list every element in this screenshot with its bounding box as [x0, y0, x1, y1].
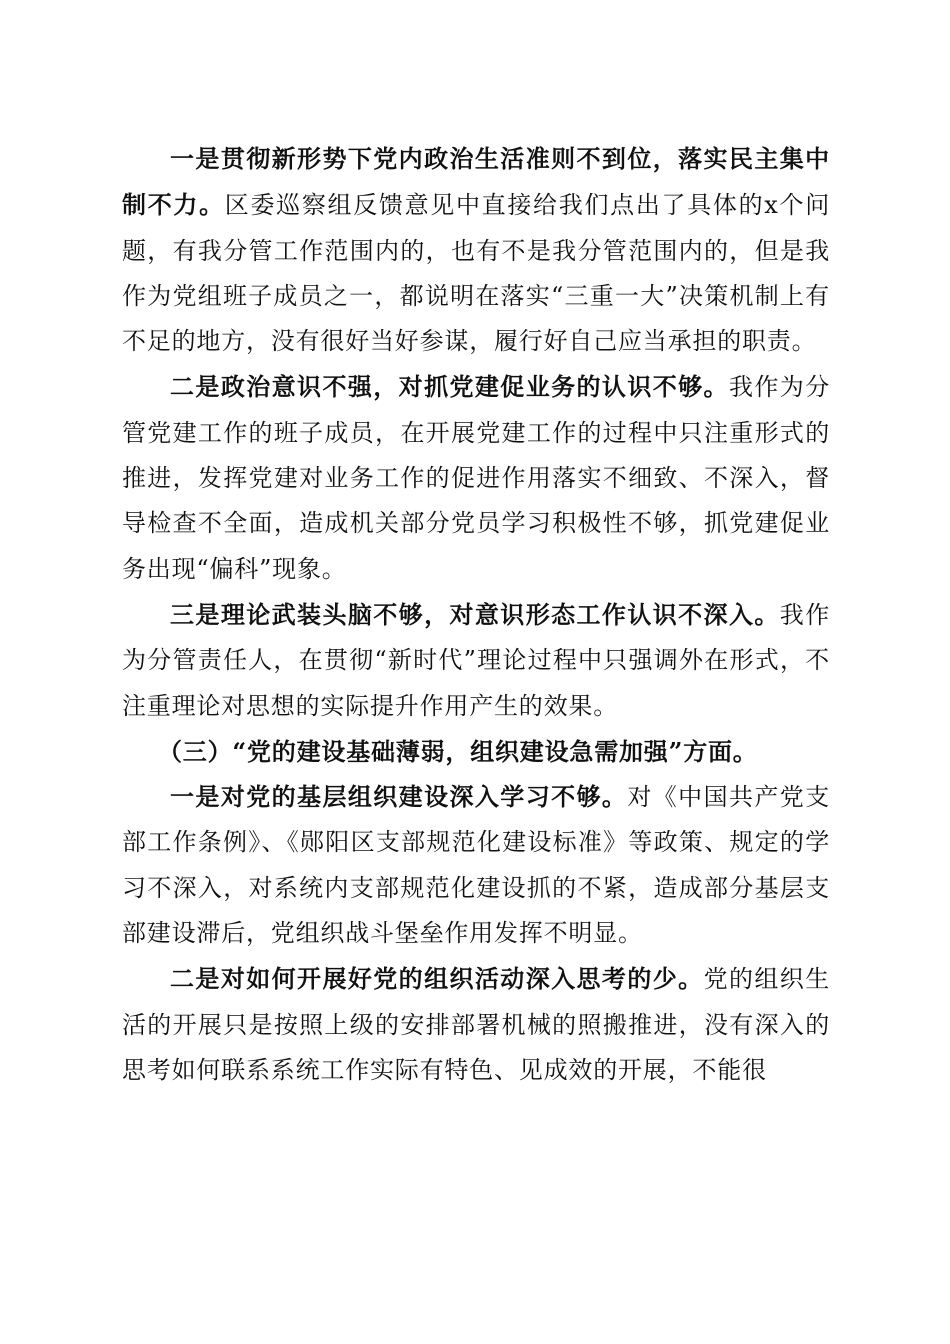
section-paragraph-1-lead: 一是对党的基层组织建设深入学习不够。 — [170, 782, 628, 812]
paragraph-1-body: 区委巡察组反馈意见中直接给我们点出了具体的x个问题，有我分管工作范围内的，也有不是我分管范围内的，但是我作为党组班子成员之一，都说明在落实“三重一大”决策机制上有不足的地方，没有很好当好参谋，履行好自己应当承担的职责。 — [122, 191, 830, 356]
section-heading: （三）“党的建设基础薄弱，组织建设急需加强”方面。 — [158, 736, 758, 766]
section-paragraph-2-lead: 二是对如何开展好党的组织活动深入思考的少。 — [170, 964, 704, 994]
paragraph-3-body: 我作为分管责任人，在贯彻“新时代”理论过程中只强调外在形式，不注重理论对思想的实际提升作用产生的效果。 — [122, 600, 830, 720]
section-paragraph-2-body: 党的组织生活的开展只是按照上级的安排部署机械的照搬推进，没有深入的思考如何联系系统工作实际有特色、见成效的开展，不能很 — [122, 965, 830, 1084]
section-paragraph-2 — [122, 956, 830, 1093]
paragraph-2-body: 我作为分管党建工作的班子成员，在开展党建工作的过程中只注重形式的推进，发挥党建对业务工作的促进作用落实不细致、不深入，督导检查不全面，造成机关部分党员学习积极性不够，抓党建促业务出现“偏科”现象。 — [122, 373, 830, 583]
section-paragraph-1-body: 对《中国共产党支部工作条例》、《郧阳区支部规范化建设标准》等政策、规定的学习不深入，对系统内支部规范化建设抓的不紧，造成部分基层支部建设滞后，党组织战斗堡垒作用发挥不明显。 — [122, 783, 830, 948]
paragraph-1-lead: 一是贯彻新形势下党内政治生活准则不到位，落实民主集中制不力。 — [122, 144, 830, 220]
paragraph-1 — [122, 136, 830, 364]
document-body — [122, 136, 830, 1093]
paragraph-2 — [122, 364, 830, 591]
paragraph-2-lead: 二是政治意识不强，对抓党建促业务的认识不够。 — [170, 372, 729, 402]
paragraph-3 — [122, 592, 830, 729]
paragraph-3-lead: 三是理论武装头脑不够，对意识形态工作认识不深入。 — [170, 599, 780, 629]
section-paragraph-1 — [122, 774, 830, 956]
